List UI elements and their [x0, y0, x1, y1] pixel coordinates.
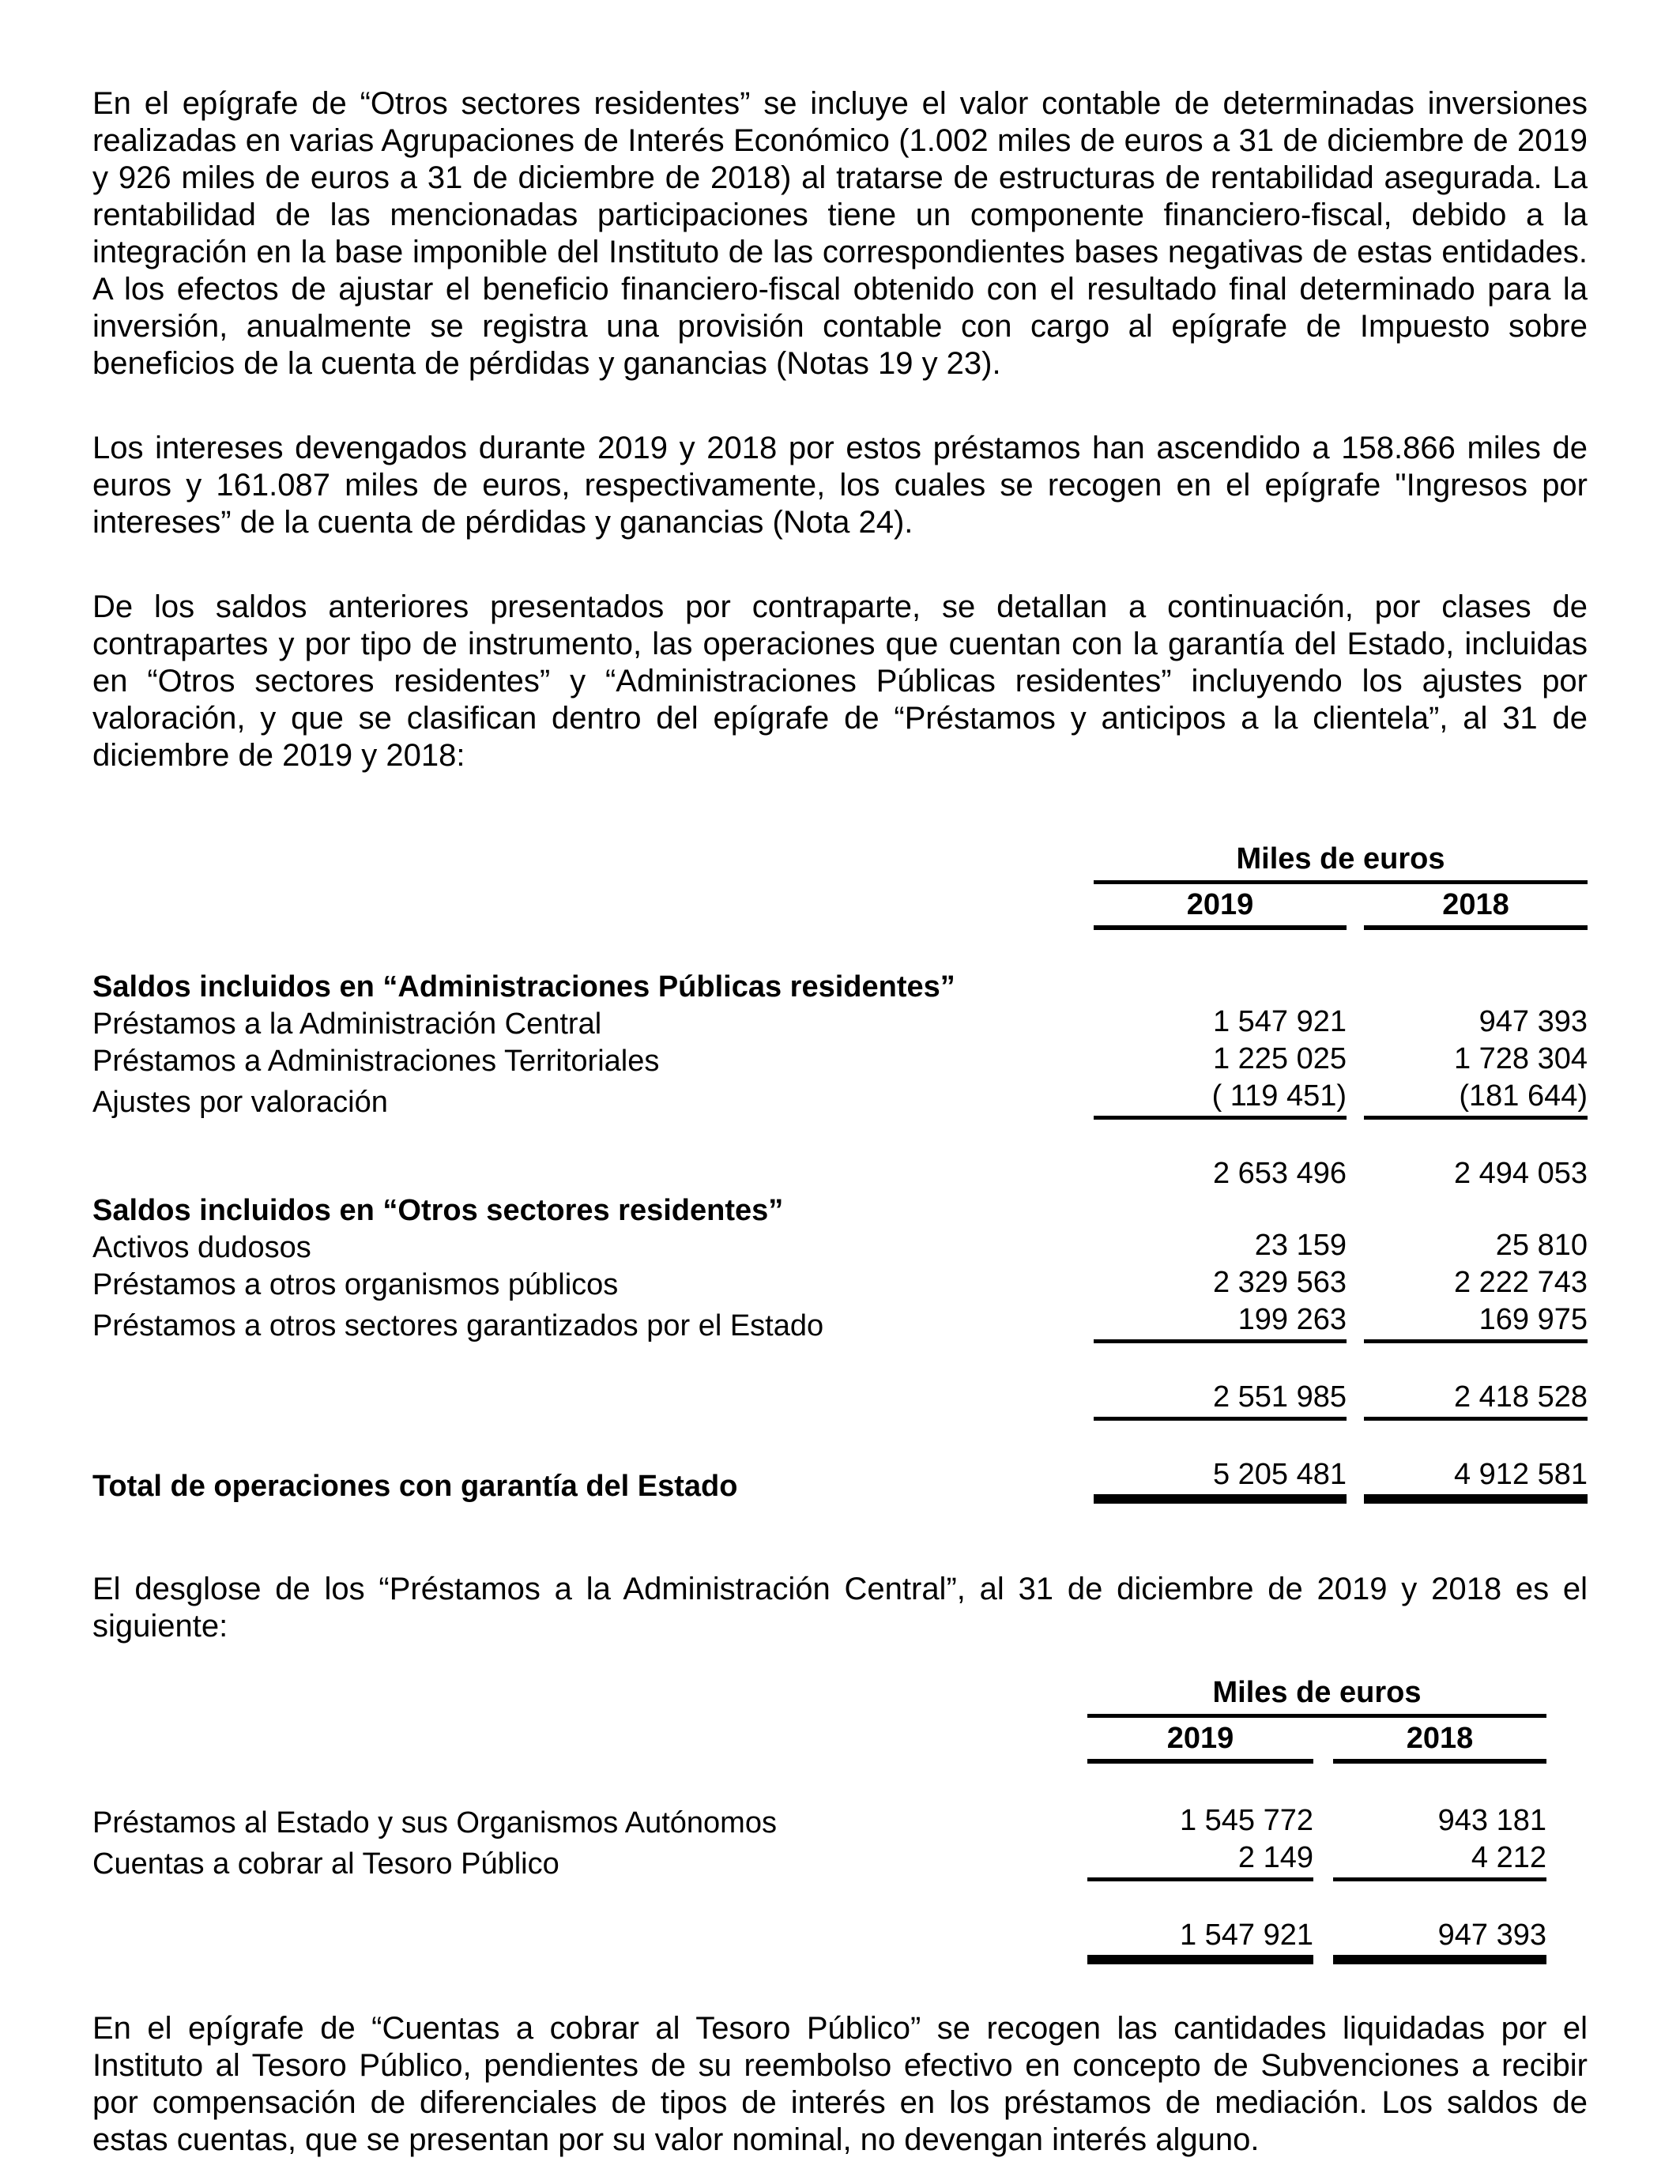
table-row-total-garantia-estado [92, 1457, 1588, 1504]
value-2019: 23 159 [1254, 1229, 1347, 1262]
central-administration-breakdown-table [92, 1675, 1588, 1964]
row-label: Préstamos al Estado y sus Organismos Autónomos [92, 1806, 777, 1839]
value-2019: 1 547 921 [1212, 1005, 1347, 1038]
row-label: Préstamos a otros organismos públicos [92, 1268, 619, 1301]
state-guarantee-table [92, 842, 1588, 1504]
paragraph-accrued-interest: Los intereses devengados durante 2019 y 2018 por estos préstamos han ascendido a 158.866 miles de euros y 161.087 miles de euros, respectivamente, los cuales se recogen en el epígrafe "Ingresos por intereses” de la cuenta de pérdidas y ganancias (Nota 24). [92, 431, 1588, 540]
table-row-section-otros-sectores [92, 1193, 1588, 1228]
value-2018: 2 222 743 [1453, 1266, 1588, 1299]
value-2018: 2 494 053 [1453, 1157, 1588, 1190]
value-2019: 199 263 [1094, 1302, 1347, 1343]
value-2018: 169 975 [1364, 1302, 1588, 1343]
row-label: Total de operaciones con garantía del Estado [92, 1470, 738, 1503]
row-label: Préstamos a la Administración Central [92, 1007, 602, 1041]
value-2019: 1 547 921 [1087, 1918, 1313, 1964]
spacer [92, 1881, 1546, 1918]
value-2018: (181 644) [1364, 1079, 1588, 1120]
table1-unit-header-row [92, 842, 1588, 884]
value-2018: 25 810 [1495, 1229, 1588, 1262]
table-row-prestamos-estado-organismos [92, 1803, 1546, 1840]
table1-col-2018: 2018 [1364, 884, 1588, 930]
table-row-activos-dudosos [92, 1228, 1588, 1265]
spacer [92, 1120, 1588, 1156]
table-row-subtotal-otros-sectores [92, 1380, 1588, 1421]
value-2018: 2 418 528 [1364, 1380, 1588, 1421]
table2-unit-header-row [92, 1675, 1546, 1718]
table-row-prestamos-garantizados-estado [92, 1302, 1588, 1343]
value-2018: 4 212 [1333, 1840, 1546, 1881]
table1-year-header-row [92, 884, 1588, 930]
table-row-ajustes-valoracion [92, 1079, 1588, 1120]
value-2019: ( 119 451) [1094, 1079, 1347, 1120]
value-2018: 4 912 581 [1364, 1457, 1588, 1504]
paragraph-balances-intro: De los saldos anteriores presentados por contraparte, se detallan a continuación, por clases de contrapartes y por tipo de instrumento, las operaciones que cuentan con la garantía del Estado, incluidas en “Otros sectores residentes” y “Administraciones Públicas residentes” incluyendo los ajustes por valoración, y que se clasifican dentro del epígrafe de “Préstamos y anticipos a la clientela”, al 31 de diciembre de 2019 y 2018: [92, 589, 1588, 773]
paragraph-other-resident-sectors: En el epígrafe de “Otros sectores residentes” se incluye el valor contable de determinadas inversiones realizadas en varias Agrupaciones de Interés Económico (1.002 miles de euros a 31 de diciembre de 2019 y 926 miles de euros a 31 de diciembre de 2018) al tratarse de estructuras de rentabilidad asegurada. La rentabilidad de las mencionadas participaciones tiene un componente financiero-fiscal, debido a la integración en la base imponible del Instituto de las correspondientes bases negativas de estas entidades. A los efectos de ajustar el beneficio financiero-fiscal obtenido con el resultado final determinado para la inversión, anualmente se registra una provisión contable con cargo al epígrafe de Impuesto sobre beneficios de la cuenta de pérdidas y ganancias (Notas 19 y 23). [92, 86, 1588, 381]
value-2019: 5 205 481 [1094, 1457, 1347, 1504]
table-row-cuentas-cobrar-tesoro [92, 1840, 1546, 1881]
paragraph-breakdown-intro: El desglose de los “Préstamos a la Administración Central”, al 31 de diciembre de 2019 y 2018 es el siguiente: [92, 1572, 1588, 1644]
table2-col-2018: 2018 [1333, 1718, 1546, 1764]
row-label: Cuentas a cobrar al Tesoro Público [92, 1847, 559, 1881]
value-2019: 2 551 985 [1094, 1380, 1347, 1421]
value-2019: 1 545 772 [1179, 1804, 1313, 1837]
spacer [92, 1421, 1588, 1457]
value-2019: 2 149 [1087, 1840, 1313, 1881]
table-row-prestamos-admin-territoriales [92, 1041, 1588, 1079]
row-label: Activos dudosos [92, 1231, 311, 1264]
value-2019: 2 653 496 [1212, 1157, 1347, 1190]
paragraph-tesoro-publico-note: En el epígrafe de “Cuentas a cobrar al Tesoro Público” se recogen las cantidades liquidadas por el Instituto al Tesoro Público, pendientes de su reembolso efectivo en concepto de Subvenciones a recibir por compensación de diferenciales de tipos de interés en los préstamos de mediación. Los saldos de estas cuentas, que se presentan por su valor nominal, no devengan interés alguno. [92, 2011, 1588, 2157]
value-2018: 947 393 [1478, 1005, 1588, 1038]
table2-year-header-row [92, 1718, 1546, 1764]
spacer [92, 930, 1588, 970]
table2-unit-header: Miles de euros [1087, 1675, 1546, 1718]
table-row-prestamos-otros-organismos [92, 1265, 1588, 1302]
value-2019: 1 225 025 [1212, 1042, 1347, 1075]
spacer [92, 1764, 1546, 1803]
table-row-section-admin-publicas [92, 970, 1588, 1004]
value-2018: 1 728 304 [1453, 1042, 1588, 1075]
row-label: Saldos incluidos en “Administraciones Públicas residentes” [92, 970, 955, 1004]
value-2018: 943 181 [1437, 1804, 1546, 1837]
value-2019: 2 329 563 [1212, 1266, 1347, 1299]
table2-col-2019: 2019 [1087, 1718, 1313, 1764]
row-label: Préstamos a Administraciones Territoriales [92, 1045, 660, 1078]
table1-unit-header: Miles de euros [1094, 842, 1588, 884]
row-label: Saldos incluidos en “Otros sectores residentes” [92, 1194, 784, 1227]
row-label: Préstamos a otros sectores garantizados por el Estado [92, 1309, 824, 1342]
spacer [92, 1343, 1588, 1380]
table1-col-2019: 2019 [1094, 884, 1347, 930]
table-row-prestamos-admin-central [92, 1004, 1588, 1041]
table-row-total-admin-central [92, 1918, 1546, 1964]
table-row-subtotal-admin-publicas [92, 1156, 1588, 1193]
row-label: Ajustes por valoración [92, 1086, 388, 1119]
value-2018: 947 393 [1333, 1918, 1546, 1964]
